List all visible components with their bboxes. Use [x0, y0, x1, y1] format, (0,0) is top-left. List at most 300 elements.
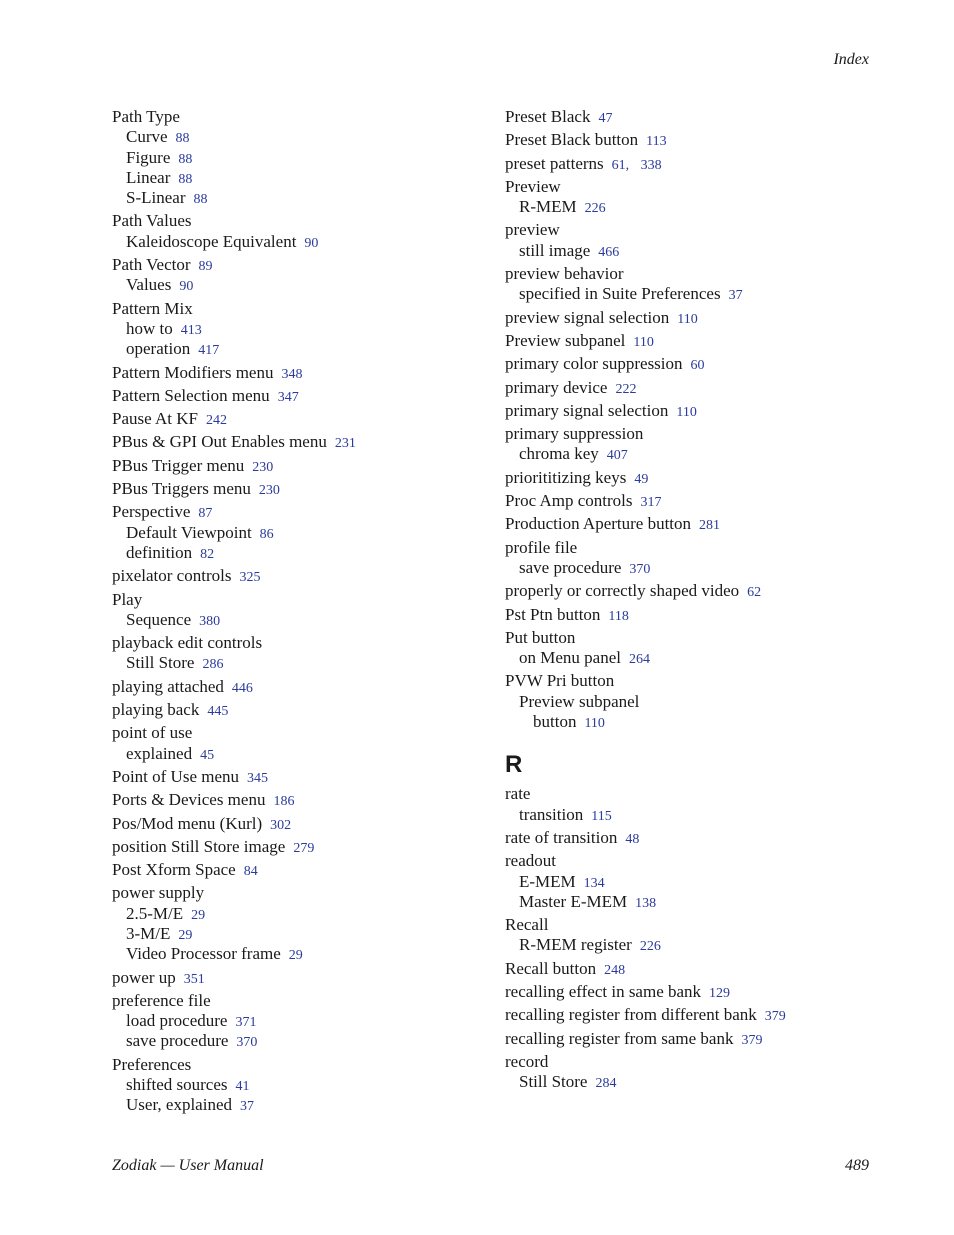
page-link[interactable]: 348: [281, 366, 303, 382]
index-term-line: [505, 354, 885, 374]
index-entry: [505, 605, 885, 625]
index-entry: [112, 590, 482, 631]
index-term-line: [505, 851, 885, 871]
index-term-line: [112, 590, 482, 610]
index-term-line: [505, 982, 885, 1002]
index-term-line: [112, 299, 482, 319]
page-link[interactable]: 88: [178, 171, 193, 187]
page-link[interactable]: 110: [584, 716, 605, 732]
page-references: [190, 343, 219, 358]
page-references: [183, 908, 205, 923]
index-term: rate of transition: [505, 827, 618, 847]
index-subterm-line: [112, 319, 482, 339]
index-term-line: [112, 211, 482, 231]
index-subterm-line: [112, 523, 482, 543]
index-subterm: R-MEM register: [519, 935, 632, 955]
page-references: [244, 460, 273, 475]
page-link[interactable]: 84: [243, 864, 258, 880]
page-references: [192, 547, 214, 562]
page-references: [621, 562, 650, 577]
page-references: [239, 771, 268, 786]
page-references: [285, 841, 314, 856]
index-term-line: [112, 968, 482, 988]
index-subterm-line: [112, 232, 482, 252]
index-entry: [505, 354, 885, 374]
index-term: Pattern Modifiers menu: [112, 362, 274, 382]
index-subterm: load procedure: [126, 1011, 228, 1031]
index-entry: [505, 1029, 885, 1049]
page-references: [168, 131, 190, 146]
index-entries-p: [505, 107, 885, 732]
index-subterm: Linear: [126, 167, 171, 187]
index-entries-r: [505, 784, 885, 1092]
index-term: record: [505, 1051, 549, 1071]
index-term-line: [112, 723, 482, 743]
index-entry: [505, 628, 885, 669]
index-entry: [112, 211, 482, 252]
index-term-line: [505, 1052, 885, 1072]
index-subterm-line: [505, 284, 885, 304]
page-link[interactable]: 242: [205, 413, 227, 429]
index-term-line: [505, 468, 885, 488]
page-link[interactable]: 226: [584, 201, 606, 217]
index-term-line: [112, 363, 482, 383]
index-term: pixelator controls: [112, 566, 232, 586]
index-term: power up: [112, 967, 176, 987]
index-term: Preset Black: [505, 107, 591, 126]
page-link[interactable]: 82: [200, 546, 215, 562]
index-term-line: [505, 959, 885, 979]
page-link[interactable]: 49: [634, 471, 649, 487]
index-entry: [505, 671, 885, 732]
index-subterm-line: [112, 127, 482, 147]
page-references: [170, 172, 192, 187]
index-term-line: [112, 633, 482, 653]
page-link[interactable]: 90: [179, 279, 194, 295]
index-subterm-line: [505, 648, 885, 668]
index-term-line: [505, 264, 885, 284]
index-entry: [505, 581, 885, 601]
index-term-line: [112, 991, 482, 1011]
page-link[interactable]: 61: [611, 157, 626, 173]
index-term: PBus & GPI Out Enables menu: [112, 432, 327, 452]
page-link[interactable]: 29: [191, 907, 206, 923]
page-references: [224, 681, 253, 696]
index-subterm-line: [505, 197, 885, 217]
page-link[interactable]: 230: [252, 459, 274, 475]
index-term-line: [505, 491, 885, 511]
page-references: [327, 436, 356, 451]
index-term-line: [112, 566, 482, 586]
index-subterm: explained: [126, 743, 193, 763]
index-entry: [505, 514, 885, 534]
page-link[interactable]: 86: [259, 526, 274, 542]
index-term: Path Type: [112, 107, 180, 126]
page-link[interactable]: 317: [640, 495, 662, 511]
index-term: Ports & Devices menu: [112, 790, 266, 810]
page-link[interactable]: 407: [606, 448, 628, 464]
page-references: [607, 382, 636, 397]
page-link[interactable]: 345: [247, 770, 269, 786]
index-subterm: E-MEM: [519, 871, 576, 891]
index-subterm-line: [505, 692, 885, 712]
page-references: [596, 963, 625, 978]
index-entry: [505, 331, 885, 351]
index-subterm: Master E-MEM: [519, 891, 628, 911]
page-references: [701, 986, 730, 1001]
index-entry: [505, 468, 885, 488]
index-term-line: [505, 130, 885, 150]
index-entry: [505, 851, 885, 912]
index-term-line: [505, 581, 885, 601]
index-entry: [505, 177, 885, 218]
index-entry: [112, 363, 482, 383]
page-references: [281, 948, 303, 963]
page-references: [227, 1015, 256, 1030]
index-term: Path Vector: [112, 255, 191, 275]
index-subterm: Still Store: [519, 1072, 588, 1092]
page-link[interactable]: 90: [304, 235, 319, 251]
page-link[interactable]: 230: [258, 483, 280, 499]
index-term-line: [112, 409, 482, 429]
page-link[interactable]: 134: [583, 875, 605, 891]
page-link[interactable]: 231: [334, 436, 356, 452]
index-term: recalling register from different bank: [505, 1005, 757, 1025]
page-references: [270, 390, 299, 405]
index-term: Perspective: [112, 502, 191, 522]
page-references: [262, 818, 291, 833]
index-term-line: [112, 1055, 482, 1075]
page-link[interactable]: 88: [175, 131, 190, 147]
index-entry: [505, 401, 885, 421]
index-subterm-line: [112, 543, 482, 563]
index-term-line: [112, 814, 482, 834]
index-term-line: [505, 828, 885, 848]
index-subterm: save procedure: [519, 557, 622, 577]
page-link[interactable]: 115: [591, 808, 612, 824]
index-subterm-line: [112, 744, 482, 764]
page-link[interactable]: 110: [677, 311, 698, 327]
page-link[interactable]: 379: [741, 1032, 763, 1048]
index-term-line: [505, 177, 885, 197]
page-link[interactable]: 110: [633, 334, 654, 350]
index-term: preview behavior: [505, 264, 624, 284]
index-subterm: button: [533, 712, 577, 732]
page-references: [171, 279, 193, 294]
index-entry: [112, 255, 482, 296]
page-link[interactable]: 89: [198, 259, 213, 275]
index-term: Post Xform Space: [112, 860, 236, 880]
index-subterm-line: [505, 712, 885, 732]
index-term-line: [505, 784, 885, 804]
index-subterm: still image: [519, 240, 591, 260]
index-entry: [112, 432, 482, 452]
page-references: [587, 1076, 616, 1091]
index-subterm: how to: [126, 318, 173, 338]
running-head: Index: [833, 51, 869, 68]
page-references: [577, 201, 606, 216]
index-subterm-line: [112, 1011, 482, 1031]
index-subterm: transition: [519, 804, 584, 824]
index-term-line: [112, 107, 482, 127]
page-references: [583, 809, 611, 824]
page-link[interactable]: 118: [608, 608, 629, 624]
index-term: playing attached: [112, 676, 224, 696]
index-subterm-line: [112, 944, 482, 964]
index-entry: [112, 860, 482, 880]
index-subterm-line: [112, 1075, 482, 1095]
index-term-line: [112, 502, 482, 522]
index-subterm-line: [112, 339, 482, 359]
page-link[interactable]: 226: [639, 939, 661, 955]
index-term: Put button: [505, 627, 576, 647]
index-subterm: 2.5-M/E: [126, 903, 184, 923]
page-link[interactable]: 37: [728, 288, 743, 304]
index-term-line: [505, 424, 885, 444]
page-link[interactable]: 48: [625, 831, 640, 847]
index-subterm: Figure: [126, 147, 171, 167]
page-link[interactable]: 45: [200, 747, 215, 763]
page-link[interactable]: 302: [270, 817, 292, 833]
index-term-line: [505, 915, 885, 935]
page-link[interactable]: 110: [676, 404, 697, 420]
index-entry: [505, 378, 885, 398]
index-term: power supply: [112, 883, 205, 903]
index-subterm-line: [505, 892, 885, 912]
index-subterm-line: [112, 1031, 482, 1051]
index-term-line: [505, 1005, 885, 1025]
index-term: priorititizing keys: [505, 467, 627, 487]
page-link[interactable]: 87: [198, 506, 213, 522]
index-entry: [112, 700, 482, 720]
page-references: [191, 259, 213, 274]
index-subterm-line: [112, 1095, 482, 1115]
index-entry: [112, 883, 482, 964]
page-link[interactable]: 370: [629, 561, 651, 577]
index-subterm-line: [112, 610, 482, 630]
index-entry: [112, 107, 482, 208]
index-subterm-line: [505, 558, 885, 578]
index-entry: [112, 677, 482, 697]
page-references: [576, 876, 605, 891]
index-subterm: chroma key: [519, 444, 599, 464]
index-entry: [112, 723, 482, 764]
page-link[interactable]: 62: [747, 585, 762, 601]
index-entry: [112, 968, 482, 988]
page-link[interactable]: 445: [207, 704, 229, 720]
page-link[interactable]: 413: [180, 322, 202, 338]
index-subterm-line: [112, 148, 482, 168]
page-references: [194, 657, 223, 672]
index-term-line: [112, 767, 482, 787]
index-term: Pos/Mod menu (Kurl): [112, 813, 263, 833]
index-subterm-line: [112, 653, 482, 673]
index-subterm: shifted sources: [126, 1075, 228, 1095]
index-subterm: operation: [126, 339, 191, 359]
index-entry: [505, 264, 885, 305]
footer-manual-title: Zodiak — User Manual: [112, 1157, 264, 1174]
page-references: [231, 570, 260, 585]
page-link[interactable]: 138: [635, 895, 657, 911]
index-entry: [505, 959, 885, 979]
index-term: position Still Store image: [112, 836, 286, 856]
page-references: [627, 896, 656, 911]
page-link[interactable]: 29: [178, 927, 193, 943]
index-term: recalling register from same bank: [505, 1028, 734, 1048]
page-link[interactable]: 281: [699, 518, 721, 534]
index-term: rate: [505, 784, 531, 804]
page-references: [590, 111, 612, 126]
index-term: primary signal selection: [505, 400, 669, 420]
index-subterm: Video Processor frame: [126, 944, 281, 964]
page-references: [252, 527, 274, 542]
index-term-line: [112, 456, 482, 476]
index-term-line: [112, 432, 482, 452]
index-entry: [112, 814, 482, 834]
page-link[interactable]: 417: [198, 343, 220, 359]
index-term-line: [505, 514, 885, 534]
page-link[interactable]: 47: [598, 111, 613, 126]
index-term-line: [112, 883, 482, 903]
index-subterm-line: [505, 1072, 885, 1092]
page-link[interactable]: 248: [604, 962, 626, 978]
page-link[interactable]: 446: [231, 680, 253, 696]
letter-heading: R: [505, 751, 523, 779]
page-references: [236, 864, 258, 879]
page-link[interactable]: 284: [595, 1076, 617, 1092]
page-references: [576, 716, 604, 731]
index-entry: [505, 220, 885, 261]
index-subterm: Values: [126, 275, 172, 295]
index-subterm: on Menu panel: [519, 648, 621, 668]
index-entry: [112, 837, 482, 857]
index-term: Preview: [505, 176, 561, 196]
index-term-line: [112, 860, 482, 880]
page-references: [170, 152, 192, 167]
page-link[interactable]: 88: [178, 151, 193, 167]
index-term: PBus Triggers menu: [112, 479, 251, 499]
index-entry: [112, 456, 482, 476]
page-link[interactable]: 351: [183, 971, 205, 987]
index-subterm: definition: [126, 542, 193, 562]
page-references: [251, 483, 280, 498]
page-references: [691, 518, 720, 533]
index-term: primary color suppression: [505, 354, 683, 374]
index-term-line: [505, 538, 885, 558]
page-link[interactable]: 41: [235, 1079, 250, 1095]
index-entry: [505, 154, 885, 174]
index-term: PBus Trigger menu: [112, 455, 245, 475]
page-references: [199, 704, 228, 719]
index-term-line: [112, 255, 482, 275]
index-term: Production Aperture button: [505, 514, 692, 534]
page-references: [590, 245, 619, 260]
index-subterm-line: [112, 168, 482, 188]
index-entry: [112, 502, 482, 563]
page-link[interactable]: 29: [288, 948, 303, 964]
page-references: [683, 358, 705, 373]
index-term: Pattern Selection menu: [112, 385, 270, 405]
page-link[interactable]: 325: [239, 570, 261, 586]
index-term: Recall button: [505, 958, 597, 978]
index-entry: [505, 982, 885, 1002]
page-references: [190, 506, 212, 521]
page-link[interactable]: 88: [193, 192, 208, 208]
index-term: profile file: [505, 537, 578, 557]
page-link[interactable]: 279: [293, 840, 315, 856]
index-entry: [505, 424, 885, 465]
page-references: [626, 472, 648, 487]
page-references: [721, 288, 743, 303]
page-link[interactable]: 129: [709, 985, 731, 1001]
index-subterm-line: [112, 924, 482, 944]
page-references: [668, 405, 696, 420]
index-entry: [505, 828, 885, 848]
index-term-line: [505, 401, 885, 421]
page-link[interactable]: 286: [202, 657, 224, 673]
index-subterm: save procedure: [126, 1031, 229, 1051]
index-entry: [505, 538, 885, 579]
page-references: [265, 794, 294, 809]
page-references: [757, 1009, 786, 1024]
index-term: Preferences: [112, 1054, 192, 1074]
index-subterm-line: [505, 444, 885, 464]
page-link[interactable]: 380: [199, 613, 221, 629]
index-entry: [112, 633, 482, 674]
page-link[interactable]: 222: [615, 381, 637, 397]
page-link[interactable]: 60: [690, 358, 705, 374]
page-references: [170, 928, 192, 943]
index-entry: [505, 1005, 885, 1025]
index-term: PVW Pri button: [505, 671, 615, 691]
index-term-line: [505, 331, 885, 351]
index-term-line: [505, 1029, 885, 1049]
page-references: [228, 1079, 250, 1094]
page-link[interactable]: 186: [273, 794, 295, 810]
index-subterm: R-MEM: [519, 197, 577, 217]
page-link[interactable]: 370: [236, 1035, 258, 1051]
index-term: point of use: [112, 723, 193, 743]
index-term: primary suppression: [505, 424, 644, 444]
index-entry: [112, 767, 482, 787]
page-link[interactable]: 466: [598, 244, 620, 260]
index-term: recalling effect in same bank: [505, 981, 702, 1001]
page-references: [185, 192, 207, 207]
page-references: [669, 312, 697, 327]
page-link[interactable]: 371: [235, 1015, 257, 1031]
index-subterm: Curve: [126, 127, 168, 147]
index-term: Pst Ptn button: [505, 604, 601, 624]
index-term-line: [505, 671, 885, 691]
page-references: [600, 609, 628, 624]
index-term-line: [505, 107, 885, 127]
page-link[interactable]: 379: [764, 1009, 786, 1025]
page-link[interactable]: 347: [277, 389, 299, 405]
page-link[interactable]: 37: [240, 1099, 255, 1115]
index-entry: [505, 915, 885, 956]
page-references: [176, 972, 205, 987]
index-subterm: Kaleidoscope Equivalent: [126, 231, 297, 251]
page-link[interactable]: 113: [646, 134, 667, 150]
page-references: [273, 367, 302, 382]
index-term: Proc Amp controls: [505, 491, 633, 511]
index-subterm-line: [112, 275, 482, 295]
index-term-line: [112, 700, 482, 720]
page-link[interactable]: 338: [640, 157, 662, 173]
index-term: Path Values: [112, 211, 192, 231]
page-link[interactable]: 264: [628, 652, 650, 668]
page-references: [604, 158, 662, 173]
